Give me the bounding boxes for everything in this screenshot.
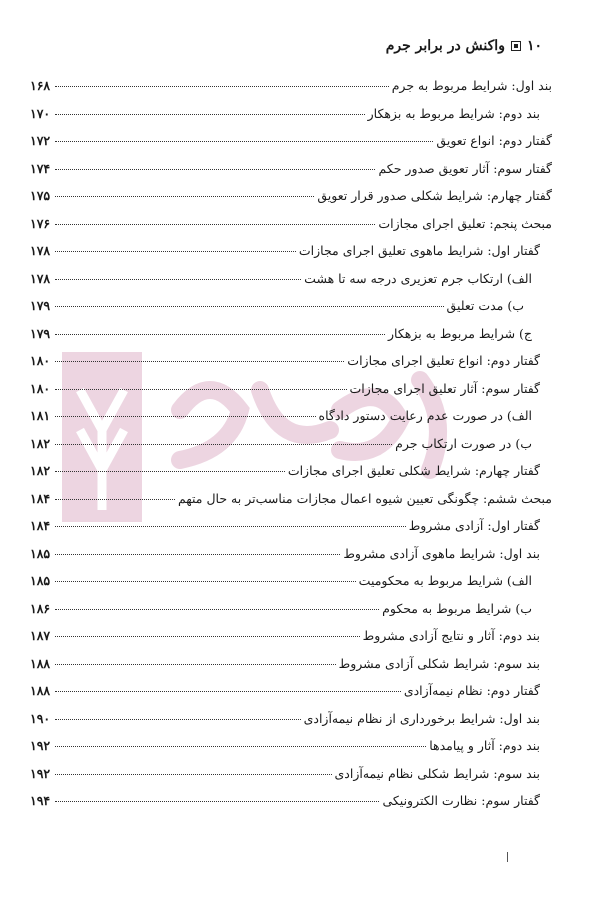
toc-entry-title: گفتار اول: آزادی مشروط [408,518,540,533]
toc-entry [30,188,552,216]
toc-entry [30,491,552,519]
toc-entry-page: ۱۸۸ [30,683,51,698]
toc-entry [30,601,552,629]
toc-entry-title: گفتار دوم: انواع تعلیق اجرای مجازات [347,353,540,368]
table-of-contents [30,78,552,821]
dot-leader [55,114,365,115]
toc-entry-page: ۱۷۸ [30,243,51,258]
toc-entry [30,463,552,491]
toc-entry-page: ۱۶۸ [30,78,51,93]
toc-entry-page: ۱۸۷ [30,628,51,643]
toc-entry [30,381,552,409]
toc-entry-title: گفتار سوم: آثار تعویق صدور حکم [378,160,552,176]
toc-entry-page: ۱۸۰ [30,353,51,368]
dot-leader [55,361,344,362]
header-book-title: واکنش در برابر جرم [385,38,505,54]
toc-entry-page: ۱۸۶ [30,600,51,616]
dot-leader [55,416,316,417]
header-page-number: ۱۰ [526,38,542,54]
toc-entry [30,738,552,766]
toc-entry-title: الف) ارتکاب جرم تعزیری درجه سه تا هشت [304,270,532,286]
toc-entry [30,408,552,436]
toc-entry-page: ۱۷۶ [30,215,51,231]
toc-entry-page: ۱۷۹ [30,325,51,341]
toc-entry-page: ۱۷۹ [30,298,51,313]
dot-leader [55,746,426,747]
dot-leader [55,196,314,197]
toc-entry-page: ۱۸۲ [30,435,51,451]
toc-entry-title: الف) شرایط مربوط به محکومیت [358,573,532,588]
toc-entry-page: ۱۹۴ [30,793,51,808]
toc-entry-title: گفتار چهارم: شرایط شکلی تعلیق اجرای مجازات [287,463,540,478]
dot-leader [55,801,379,802]
toc-entry [30,518,552,546]
dot-leader [55,691,401,692]
toc-entry-title: ب) در صورت ارتکاب جرم [395,435,532,451]
toc-entry [30,243,552,271]
toc-entry-title: بند اول: شرایط مربوط به جرم [391,78,552,93]
toc-entry [30,683,552,711]
dot-leader [55,554,340,555]
dot-leader [55,251,296,252]
toc-entry-page: ۱۹۲ [30,738,51,753]
toc-entry-page: ۱۸۵ [30,545,51,561]
toc-entry-title: بند دوم: شرایط مربوط به بزهکار [367,105,540,121]
toc-entry-page: ۱۸۰ [30,380,51,396]
dot-leader [55,306,444,307]
toc-entry-page: ۱۹۰ [30,710,51,726]
toc-entry [30,546,552,574]
dot-leader [55,224,375,225]
dot-leader [55,334,385,335]
toc-entry-title: گفتار چهارم: شرایط شکلی صدور قرار تعویق [317,188,552,203]
dot-leader [55,389,347,390]
toc-entry-page: ۱۸۸ [30,655,51,671]
toc-entry-title: گفتار اول: شرایط ماهوی تعلیق اجرای مجازات [298,243,540,258]
dot-leader [55,86,389,87]
toc-entry-title: ب) مدت تعلیق [446,298,524,313]
toc-entry [30,656,552,684]
stray-mark [507,852,508,862]
dot-leader [55,526,406,527]
dot-leader [55,719,301,720]
toc-entry-title: ب) شرایط مربوط به محکوم [382,600,532,616]
toc-entry [30,628,552,656]
toc-entry-page: ۱۹۲ [30,765,51,781]
dot-leader [55,471,285,472]
toc-entry-page: ۱۸۴ [30,518,51,533]
toc-entry-page: ۱۷۰ [30,105,51,121]
dot-leader [55,279,301,280]
dot-leader [55,499,175,500]
toc-entry-page: ۱۸۱ [30,408,51,423]
toc-entry-page: ۱۷۵ [30,188,51,203]
toc-entry-page: ۱۷۸ [30,270,51,286]
toc-entry-title: مبحث ششم: چگونگی تعیین شیوه اعمال مجازات مناسب‌تر به حال متهم [177,490,552,506]
toc-entry-title: بند دوم: آثار و نتایج آزادی مشروط [362,628,540,643]
toc-entry [30,793,552,821]
toc-entry [30,271,552,299]
toc-entry-page: ۱۸۲ [30,463,51,478]
toc-entry-title: بند سوم: شرایط شکلی آزادی مشروط [338,655,540,671]
toc-entry [30,298,552,326]
dot-leader [55,141,433,142]
toc-entry-title: بند دوم: آثار و پیامدها [429,738,540,753]
dot-leader [55,609,379,610]
square-bullet-icon [511,41,521,51]
toc-entry-page: ۱۷۲ [30,133,51,148]
toc-entry [30,766,552,794]
dot-leader [55,636,360,637]
dot-leader [55,774,332,775]
toc-entry [30,78,552,106]
toc-entry-title: بند اول: شرایط ماهوی آزادی مشروط [343,545,540,561]
toc-entry-title: بند اول: شرایط برخورداری از نظام نیمه‌آزادی [303,710,540,726]
toc-entry-title: گفتار دوم: نظام نیمه‌آزادی [403,683,540,698]
page-header [30,38,542,54]
toc-entry-page: ۱۷۴ [30,160,51,176]
toc-entry-title: گفتار سوم: آثار تعلیق اجرای مجازات [349,380,540,396]
toc-entry-title: ج) شرایط مربوط به بزهکار [387,325,532,341]
toc-entry [30,353,552,381]
toc-entry-page: ۱۸۴ [30,490,51,506]
dot-leader [55,169,375,170]
toc-entry [30,326,552,354]
dot-leader [55,444,392,445]
toc-entry [30,711,552,739]
dot-leader [55,664,336,665]
toc-entry [30,106,552,134]
toc-entry [30,573,552,601]
toc-entry-title: گفتار سوم: نظارت الکترونیکی [382,793,540,808]
toc-entry-title: گفتار دوم: انواع تعویق [436,133,552,148]
toc-entry-title: الف) در صورت عدم رعایت دستور دادگاه [318,408,532,423]
toc-entry [30,161,552,189]
toc-entry [30,436,552,464]
toc-entry-title: مبحث پنجم: تعلیق اجرای مجازات [378,215,552,231]
toc-entry-page: ۱۸۵ [30,573,51,588]
toc-entry [30,133,552,161]
dot-leader [55,581,356,582]
toc-entry-title: بند سوم: شرایط شکلی نظام نیمه‌آزادی [334,765,540,781]
toc-entry [30,216,552,244]
